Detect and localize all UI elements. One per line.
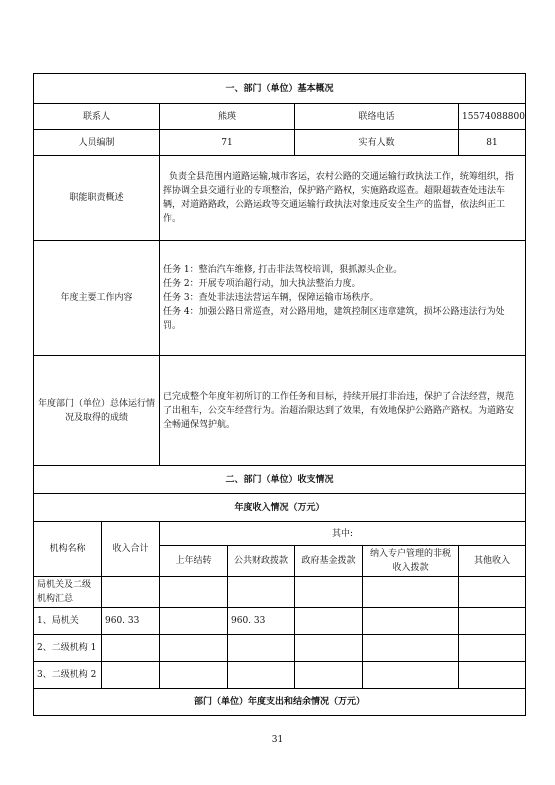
section2-title: 二、部门（单位）收支情况: [34, 466, 526, 494]
work-tasks: [160, 241, 526, 356]
actual-label: 实有人数: [295, 130, 459, 156]
cell-c4: [363, 635, 459, 662]
cell-c1: [160, 577, 228, 608]
work-label: 年度主要工作内容: [34, 241, 160, 356]
duty-label: 职能职责概述: [34, 156, 160, 241]
col-among-header: 其中:: [160, 522, 526, 546]
cell-total: [102, 662, 160, 689]
expense-title: 部门（单位）年度支出和结余情况（万元）: [34, 689, 526, 716]
table-row: [34, 662, 526, 689]
table-row: [34, 608, 526, 635]
col-header: 公共财政拨款: [228, 546, 295, 577]
col-org-header: 机构名称: [34, 522, 102, 577]
col-total-header: 收入合计: [102, 522, 160, 577]
overall-label: 年度部门（单位）总体运行情况及取得的成绩: [34, 356, 160, 466]
cell-c3: [295, 608, 363, 635]
cell-total: 960. 33: [102, 608, 160, 635]
phone-label: 联络电话: [295, 104, 459, 130]
page-number: 31: [271, 735, 284, 745]
task-item: 任务 4：加强公路日常巡查，对公路用地，建筑控制区违章建筑，损坏公路违法行为处罚。: [163, 307, 505, 331]
duty-text: 负责全县范围内道路运输,城市客运，农村公路的交通运输行政执法工作，统筹组织，指挥协调全县交通行业的专项整治，保护路产路权，实施路政巡查。超限超载查处违法车辆，对道路路政，公路运政等交通运输行政执法对象违反安全生产的监督，依法纠正工作。: [160, 156, 526, 241]
org-name: 3、二级机构 2: [34, 662, 102, 689]
staffing-value: 71: [160, 130, 295, 156]
section1-title: 一、部门（单位）基本概况: [34, 74, 526, 104]
cell-c1: [160, 662, 228, 689]
overall-text: 已完成整个年度年初所订的工作任务和目标，持续开展打非治违，保护了合法经营，规范了出租车，公交车经营行为。治超治限达到了效果，有效地保护公路路产路权。为道路安全畅通保驾护航。: [160, 356, 526, 466]
cell-total: [102, 577, 160, 608]
table-row: [34, 577, 526, 608]
contact-label: 联系人: [34, 104, 160, 130]
info-table: [33, 73, 526, 716]
staffing-label: 人员编制: [34, 130, 160, 156]
col-header: 政府基金拨款: [295, 546, 363, 577]
cell-c3: [295, 635, 363, 662]
cell-c2: [228, 662, 295, 689]
cell-c5: [459, 577, 526, 608]
cell-total: [102, 635, 160, 662]
org-name: 局机关及二级机构汇总: [34, 577, 102, 608]
col-header: 上年结转: [160, 546, 228, 577]
cell-c4: [363, 608, 459, 635]
col-header: 纳入专户管理的非税收入拨款: [363, 546, 459, 577]
cell-c1: [160, 635, 228, 662]
phone-value: 15574088800: [459, 104, 526, 130]
cell-c1: [160, 608, 228, 635]
income-title: 年度收入情况（万元）: [34, 494, 526, 522]
cell-c4: [363, 577, 459, 608]
org-name: 2、二级机构 1: [34, 635, 102, 662]
table-row: [34, 635, 526, 662]
cell-c2: [228, 635, 295, 662]
cell-c2: [228, 577, 295, 608]
cell-c5: [459, 608, 526, 635]
cell-c2: 960. 33: [228, 608, 295, 635]
cell-c4: [363, 662, 459, 689]
cell-c3: [295, 662, 363, 689]
cell-c5: [459, 635, 526, 662]
cell-c5: [459, 662, 526, 689]
cell-c3: [295, 577, 363, 608]
task-item: 任务 3：查处非法违法营运车辆，保障运输市场秩序。: [163, 293, 379, 303]
col-header: 其他收入: [459, 546, 526, 577]
task-item: 任务 2：开展专项治超行动，加大执法整治力度。: [163, 279, 361, 289]
org-name: 1、局机关: [34, 608, 102, 635]
actual-value: 81: [459, 130, 526, 156]
task-item: 任务 1：整治汽车维修, 打击非法驾校培训，狠抓源头企业。: [163, 265, 403, 275]
report-sheet: [33, 73, 525, 716]
contact-value: 熊瑛: [160, 104, 295, 130]
